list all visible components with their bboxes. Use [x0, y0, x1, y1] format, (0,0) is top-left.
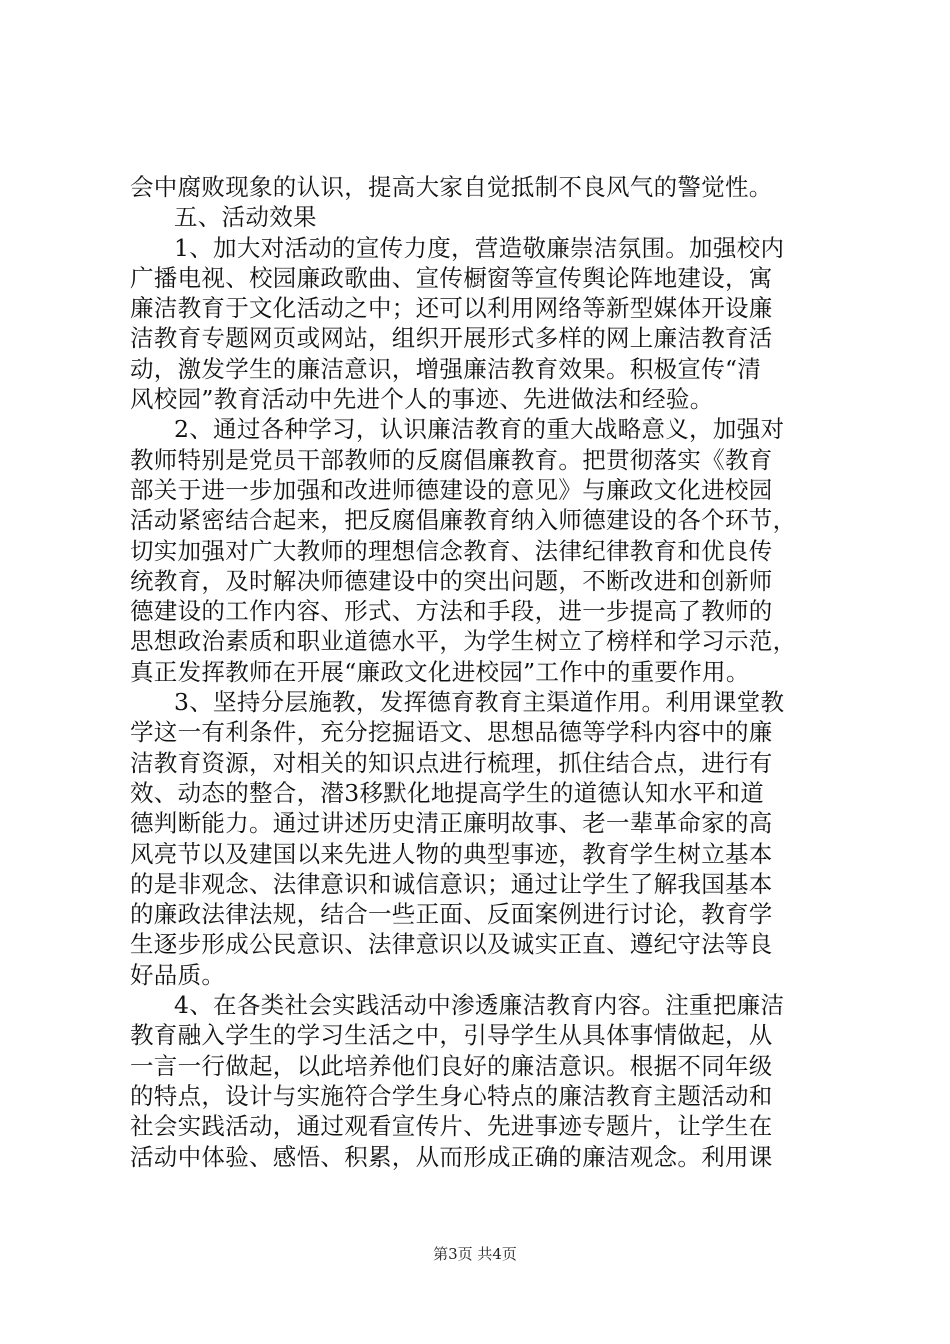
text-line: 教师特别是党员干部教师的反腐倡廉教育。把贯彻落实《教育 — [130, 445, 773, 474]
text-line: 会中腐败现象的认识，提高大家自觉抵制不良风气的警觉性。 — [130, 173, 773, 201]
text-line: 五、活动效果 — [174, 203, 317, 232]
text-line: 的廉政法律法规，结合一些正面、反面案例进行讨论，教育学 — [130, 900, 773, 929]
text-line: 2、通过各种学习，认识廉洁教育的重大战略意义，加强对 — [174, 415, 785, 444]
text-line: 德建设的工作内容、形式、方法和手段，进一步提高了教师的 — [130, 597, 773, 626]
text-line: 真正发挥教师在开展“廉政文化进校园”工作中的重要作用。 — [130, 657, 750, 686]
document-body — [130, 172, 830, 1172]
text-line: 的是非观念、法律意识和诚信意识；通过让学生了解我国基本 — [130, 869, 773, 898]
text-line: 4、在各类社会实践活动中渗透廉洁教育内容。注重把廉洁 — [174, 991, 785, 1020]
text-line: 统教育，及时解决师德建设中的突出问题，不断改进和创新师 — [130, 566, 773, 595]
text-line: 德判断能力。通过讲述历史清正廉明故事、老一辈革命家的高 — [130, 809, 773, 838]
text-line: 洁教育专题网页或网站，组织开展形式多样的网上廉洁教育活 — [130, 324, 773, 353]
text-line: 风亮节以及建国以来先进人物的典型事迹，教育学生树立基本 — [130, 839, 773, 868]
text-line: 一言一行做起，以此培养他们良好的廉洁意识。根据不同年级 — [130, 1051, 773, 1080]
text-line: 风校园”教育活动中先进个人的事迹、先进做法和经验。 — [130, 385, 714, 414]
text-line: 1、加大对活动的宣传力度，营造敬廉崇洁氛围。加强校内 — [174, 233, 785, 262]
text-line: 学这一有利条件，充分挖掘语文、思想品德等学科内容中的廉 — [130, 718, 773, 747]
text-line: 的特点，设计与实施符合学生身心特点的廉洁教育主题活动和 — [130, 1081, 773, 1110]
text-line: 洁教育资源，对相关的知识点进行梳理，抓住结合点，进行有 — [130, 748, 773, 777]
text-line: 部关于进一步加强和改进师德建设的意见》与廉政文化进校园 — [130, 475, 773, 504]
text-line: 好品质。 — [130, 960, 226, 989]
text-line: 教育融入学生的学习生活之中，引导学生从具体事情做起，从 — [130, 1021, 773, 1050]
page-footer: 第3页 共4页 — [433, 1245, 517, 1263]
text-line: 广播电视、校园廉政歌曲、宣传橱窗等宣传舆论阵地建设，寓 — [130, 263, 773, 292]
text-line: 活动中体验、感悟、积累，从而形成正确的廉洁观念。利用课 — [130, 1142, 773, 1171]
text-line: 效、动态的整合，潜3移默化地提高学生的道德认知水平和道 — [130, 778, 765, 807]
text-line: 切实加强对广大教师的理想信念教育、法律纪律教育和优良传 — [130, 536, 773, 565]
text-line: 动，激发学生的廉洁意识，增强廉洁教育效果。积极宣传“清 — [130, 354, 762, 383]
text-line: 社会实践活动，通过观看宣传片、先进事迹专题片，让学生在 — [130, 1112, 773, 1141]
text-line: 思想政治素质和职业道德水平，为学生树立了榜样和学习示范， — [130, 627, 797, 656]
text-line: 活动紧密结合起来，把反腐倡廉教育纳入师德建设的各个环节， — [130, 506, 797, 535]
text-line: 3、坚持分层施教，发挥德育教育主渠道作用。利用课堂教 — [174, 688, 785, 717]
text-line: 生逐步形成公民意识、法律意识以及诚实正直、遵纪守法等良 — [130, 930, 773, 959]
text-line: 廉洁教育于文化活动之中；还可以利用网络等新型媒体开设廉 — [130, 294, 773, 323]
